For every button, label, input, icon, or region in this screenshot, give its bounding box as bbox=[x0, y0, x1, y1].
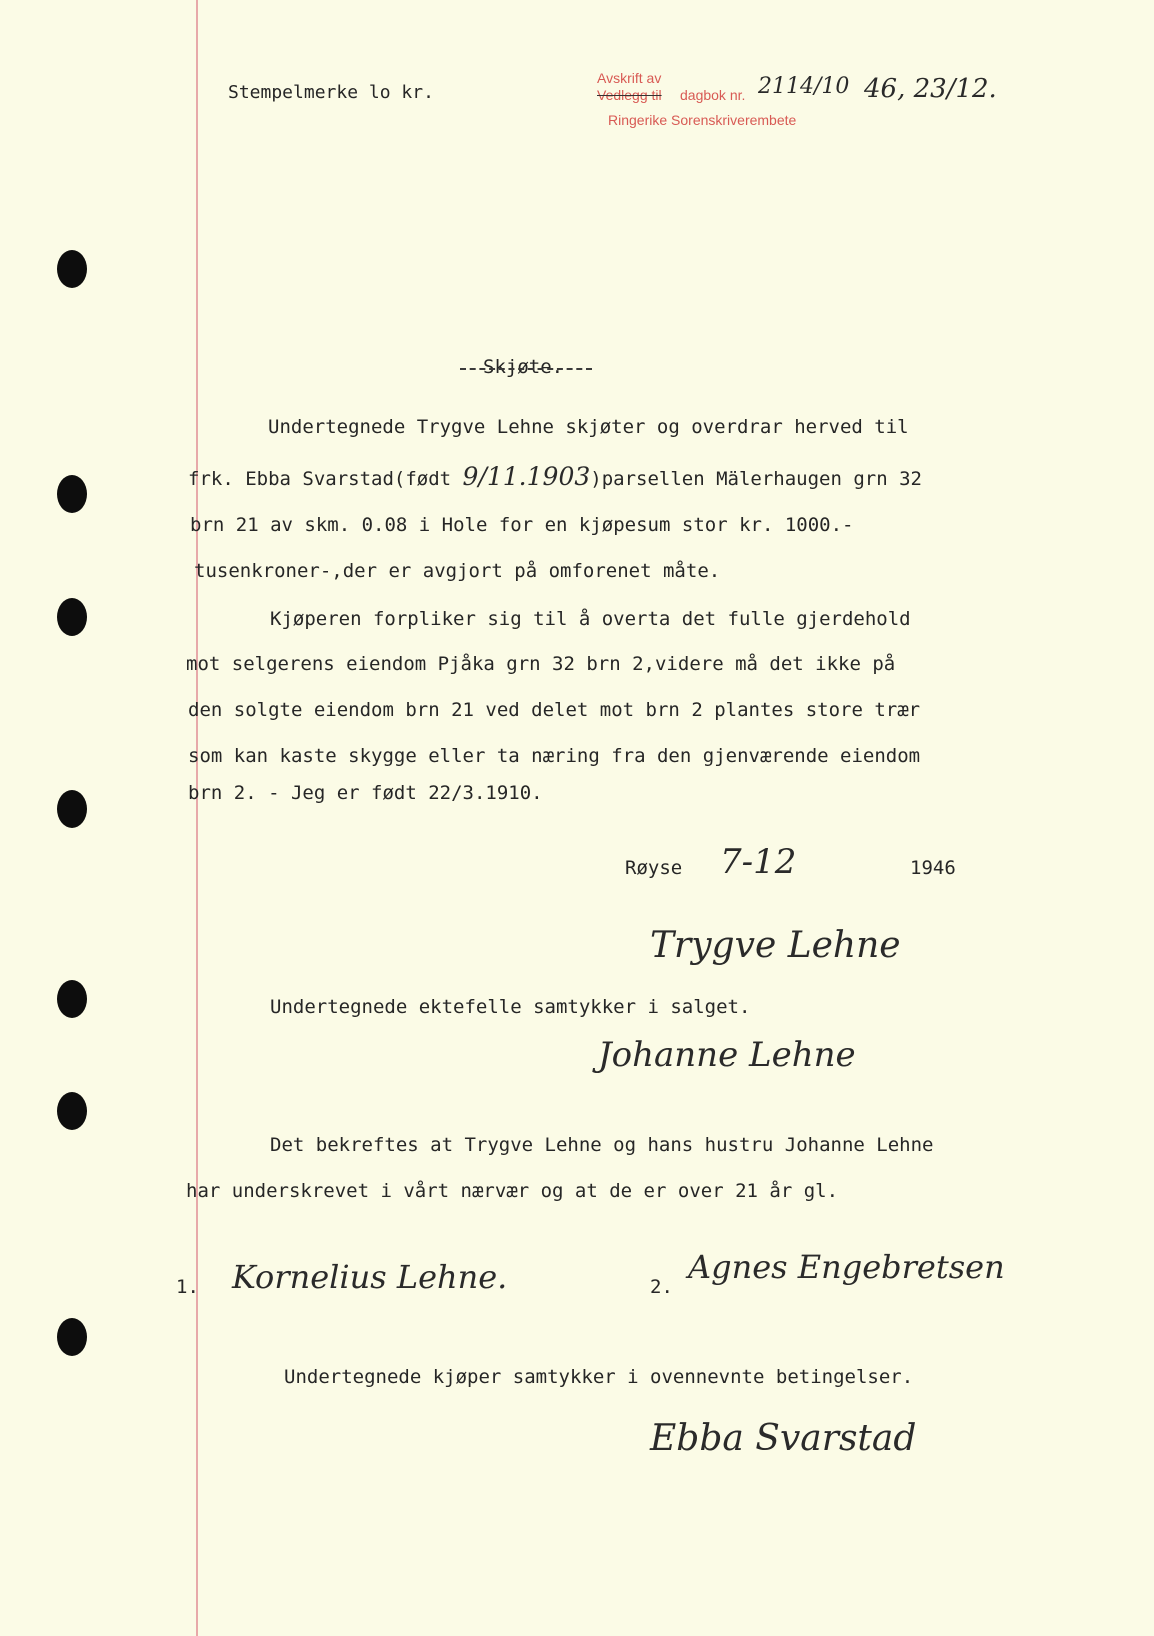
stamp-line1: Avskrift av bbox=[597, 70, 662, 86]
punch-hole bbox=[57, 1092, 87, 1130]
stamp-line2: Vedlegg til bbox=[597, 87, 662, 103]
punch-hole bbox=[57, 790, 87, 828]
witness-text-line: har underskrevet i vårt nærvær og at de er over 21 år gl. bbox=[186, 1180, 839, 1202]
margin-line bbox=[196, 0, 198, 1636]
body-line: som kan kaste skygge eller ta næring fra den gjenværende eiendom bbox=[188, 745, 921, 767]
witness-number: 2. bbox=[650, 1276, 673, 1298]
body-line: tusenkroner-,der er avgjort på omforenet måte. bbox=[194, 560, 721, 582]
body-line: mot selgerens eiendom Pjåka grn 32 brn 2,videre må det ikke på bbox=[186, 653, 896, 675]
punch-hole bbox=[57, 980, 87, 1018]
signature-witness-2: Agnes Engebretsen bbox=[688, 1248, 1005, 1286]
punch-hole bbox=[57, 598, 87, 636]
buyer-consent-text: Undertegnede kjøper samtykker i ovennevnte betingelser. bbox=[284, 1366, 914, 1388]
title-underline bbox=[460, 368, 592, 370]
document-title: Skjøte. bbox=[483, 356, 564, 378]
spouse-consent-text: Undertegnede ektefelle samtykker i salget. bbox=[270, 996, 751, 1018]
body-line: frk. Ebba Svarstad(født 9/11.1903)parsellen Mälerhaugen grn 32 bbox=[188, 462, 922, 491]
witness-number: 1. bbox=[176, 1276, 199, 1298]
handwritten-journal-number: 2114/10 bbox=[758, 74, 850, 99]
body-line: brn 21 av skm. 0.08 i Hole for en kjøpesum stor kr. 1000.- bbox=[190, 514, 854, 536]
handwritten-birthdate: 9/11.1903 bbox=[462, 462, 591, 491]
signature-witness-1: Kornelius Lehne. bbox=[232, 1258, 508, 1296]
handwritten-year-date: 46, 23/12. bbox=[864, 74, 997, 104]
date-year: 1946 bbox=[910, 857, 956, 879]
date-place: Røyse bbox=[625, 857, 683, 879]
handwritten-date: 7-12 bbox=[720, 842, 797, 882]
punch-hole bbox=[57, 475, 87, 513]
stamp-office: Ringerike Sorenskriverembete bbox=[608, 112, 797, 128]
stamp-dagbok: dagbok nr. bbox=[680, 87, 746, 103]
punch-hole bbox=[57, 250, 87, 288]
witness-text-line: Det bekreftes at Trygve Lehne og hans hustru Johanne Lehne bbox=[270, 1134, 934, 1156]
body-line: Kjøperen forpliker sig til å overta det fulle gjerdehold bbox=[270, 608, 911, 630]
signature-buyer: Ebba Svarstad bbox=[650, 1418, 917, 1459]
body-line: den solgte eiendom brn 21 ved delet mot brn 2 plantes store trær bbox=[188, 699, 921, 721]
punch-hole bbox=[57, 1318, 87, 1356]
body-line: brn 2. - Jeg er født 22/3.1910. bbox=[188, 782, 543, 804]
signature-spouse: Johanne Lehne bbox=[598, 1035, 856, 1075]
body-line: Undertegnede Trygve Lehne skjøter og overdrar herved til bbox=[268, 416, 909, 438]
signature-seller: Trygve Lehne bbox=[650, 925, 901, 966]
stamp-duty-text: Stempelmerke lo kr. bbox=[228, 82, 434, 103]
